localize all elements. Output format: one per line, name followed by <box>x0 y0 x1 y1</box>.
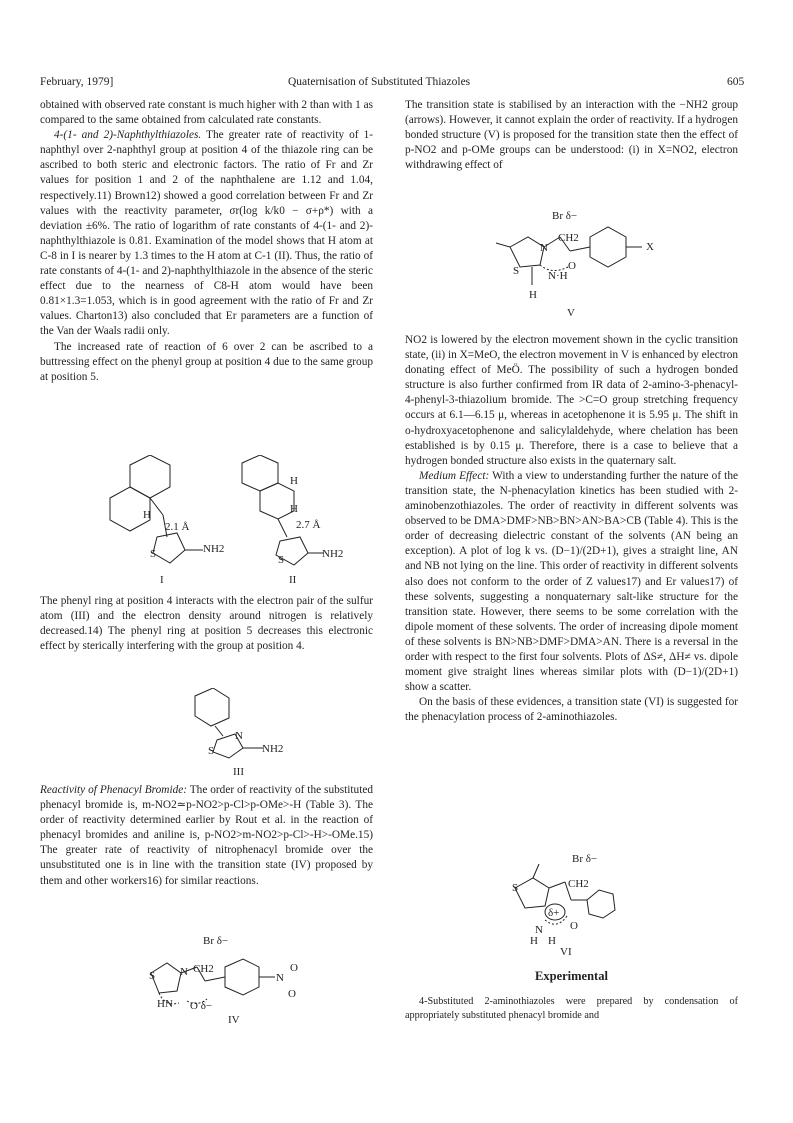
section-heading: 4-(1- and 2)-Naphthylthiazoles. <box>54 129 202 142</box>
running-header-date: February, 1979] <box>40 76 114 88</box>
structure-VI-br: Br δ− <box>572 853 598 865</box>
structure-III-nh2: NH2 <box>262 743 284 755</box>
structure-IV-ch2: CH2 <box>193 963 214 975</box>
structure-II-label: II <box>289 574 297 586</box>
running-header-title: Quaternisation of Substituted Thiazoles <box>288 76 471 88</box>
structure-VI-h2: H <box>548 935 556 947</box>
right-column-top <box>405 98 738 173</box>
page-number: 605 <box>727 76 745 88</box>
structure-IV-br: Br δ− <box>203 935 229 947</box>
structure-I-distance: 2.1 Å <box>165 521 190 533</box>
structure-IV-s: S <box>149 970 156 982</box>
paragraph: The transition state is stabilised by an interaction with the −NH2 group (arrows). However, it cannot explain the order of reactivity. If a hydrogen bonded structure (V) is proposed for the transition state then the effect of p-NO2 and p-OMe groups can be understood: (i) in X=NO2, electron withdrawing effect of <box>405 99 738 172</box>
structure-VI-charge: δ+ <box>548 907 560 919</box>
section-heading: Medium Effect: <box>419 469 490 482</box>
structure-III-n: N <box>235 730 243 742</box>
structure-VI-h1: H <box>530 935 538 947</box>
structure-I-h: H <box>143 509 151 521</box>
structure-V-o: O <box>568 260 576 272</box>
left-column-top <box>40 98 373 385</box>
paragraph-body: With a view to understanding further the nature of the transition state, the N-phenacylation kinetics has been studied with 2-aminobenzothiazoles. The order of reactivity in different solvents was observed to be DMA>DMF>NB>BN>AN>BA>CB (Table 4). This is the order of decreasing dielectric constant of the solvents (AN being an exception). A plot of log k vs. (D−1)/(2D+1), gives a straight line, AN and NB not lying on the line. This order of reactivity in different solvents also does not conform to the order of Z values17) and Er values17) of these solvents, suggesting a nonquaternary salt-like structure for the transition state. However, there seems to be some correlation with the dipole moment of these solvents. The order of increasing dipole moment of these solvents is BN>NB>DMF>DMA>AN. There is a reversal in the order with respect to the first four solvents. Plots of ΔS≠, ΔH≠ vs. dipole moment give straight lines whereas similar plots with (D−1)/(2D+1) show a scatter. <box>405 469 738 694</box>
structure-III-s: S <box>208 745 215 757</box>
structure-V-label: V <box>567 307 575 319</box>
paragraph-body: The order of reactivity of the substituted phenacyl bromide is, m-NO2≃p-NO2>p-Cl>p-OMe>-H (Table 3). The order of reactivity determined earlier by Rout et al. in the reaction of phenacyl bromides and aniline is, p-NO2>m-NO2>p-Cl>-H>-OMe.15) The greater rate of reactivity of nitrophenacyl bromide over the unsubstituted one is in line with the transition state (IV) proposed by them and other workers16) for similar reactions. <box>40 784 373 887</box>
paragraph-body: The greater rate of reactivity of 1-naphthyl over 2-naphthyl group at position 4 of the thiazole ring can be ascribed to both steric and electronic factors. The ratio of Fr and Zr values for position 1 and 2 of the naphthalene are 1.12 and 1.04, respectively.11) Brown12) showed a good correlation between Fr and Zr values with the reactivity parameter, σr(log k/k0 − σ+ρ*) with a deviation ±6%. The ratio of logarithm of rate constants of 4-(1- and 2)-naphthylthiazole is 0.81. Examination of the model shows that H atom at C-8 in I is nearer by 1.3 times to the H atom at C-1 (II). Thus, the ratio of rate constants of 4-(1- and 2)-naphthylthiazole in the absence of the steric effect due to the nearness of C8-H atom would have been 0.81×1.3=1.053, which is in good agreement with the ratio of Fr and Zr values. Charton13) also concluded that Er parameters are a function of the Van der Waals radii only. <box>40 129 374 338</box>
left-column-bottom <box>40 783 373 889</box>
paragraph: The phenyl ring at position 4 interacts with the electron pair of the sulfur atom (III) and the electron density around nitrogen is relatively decreased.14) The phenyl ring at position 5 decreases this electronic effect by sterically interfering with the group at position 4. <box>40 595 373 653</box>
structure-II-nh2: NH2 <box>322 548 344 560</box>
paragraph <box>40 128 373 339</box>
paragraph <box>40 783 373 889</box>
structure-III-label: III <box>233 766 244 778</box>
structure-V-nh: N·H <box>548 270 568 282</box>
structure-IV-nitro-o2: O <box>288 988 296 1000</box>
structure-V-h: H <box>529 289 537 301</box>
structure-II-distance: 2.7 Å <box>296 519 321 531</box>
structure-V-x: X <box>646 241 654 253</box>
structure-IV-o: O δ− <box>190 1000 213 1012</box>
structure-IV-nitro-n: N <box>276 972 284 984</box>
structure-VI-label: VI <box>560 946 572 958</box>
structure-VI-n: N <box>535 924 543 936</box>
structure-V-s: S <box>513 265 520 277</box>
structure-II-h1: H <box>290 475 298 487</box>
structure-I-nh2: NH2 <box>203 543 225 555</box>
paragraph <box>405 469 738 695</box>
structure-VI-ch2: CH2 <box>568 878 589 890</box>
section-heading: Reactivity of Phenacyl Bromide: <box>40 784 188 796</box>
structure-V-drawing <box>490 215 690 305</box>
paragraph: NO2 is lowered by the electron movement shown in the cyclic transition state, (ii) in X=MeO, the electron movement in V is enhanced by electron donating effect of MeÖ. The possibility of such a hydrogen bonded structure is also further confirmed from IR data of 2-amino-3-phenacyl-4-phenyl-3-thiazolium bromide. The >C=O group stretching frequency occurs at 6.1—6.15 μ, whereas in acetophenone it is 5.95 μ. The shift in o-hydroxyacetophenone and salicylaldehyde, where chelation has been established is by 0.15 μ. Therefore, there is a case to believe that a hydrogen bonded structure also exists in the quaternary salt. <box>405 334 738 467</box>
structure-V-br: Br δ− <box>552 210 578 222</box>
structure-II-s: S <box>278 554 285 566</box>
structure-I-label: I <box>160 574 164 586</box>
structure-V-ch2: CH2 <box>558 232 579 244</box>
structure-IV-n: N <box>180 966 188 978</box>
structure-IV-hn: HN <box>157 998 173 1010</box>
right-column-middle <box>405 333 738 725</box>
structure-V-n: N <box>540 242 548 254</box>
structure-VI-drawing <box>505 860 645 950</box>
experimental-text: 4-Substituted 2-aminothiazoles were prepared by condensation of appropriately substituted phenacyl bromide and <box>405 996 738 1021</box>
structure-IV-drawing <box>145 945 315 1025</box>
left-column-middle <box>40 594 373 654</box>
structure-I-s: S <box>150 548 157 560</box>
paragraph: obtained with observed rate constant is much higher with 2 than with 1 as compared to the same obtained from calculated rate constants. <box>40 99 373 127</box>
structure-IV-label: IV <box>228 1014 240 1026</box>
paragraph: The increased rate of reaction of 6 over 2 can be ascribed to a buttressing effect on the phenyl group at position 4 due to the same group at position 5. <box>40 340 373 383</box>
paragraph: On the basis of these evidences, a transition state (VI) is suggested for the phenacylation process of 2-aminothiazoles. <box>405 696 738 724</box>
structure-VI-s: S <box>512 882 519 894</box>
experimental-heading: Experimental <box>535 969 608 983</box>
structure-II-h2: H <box>290 503 298 515</box>
structure-IV-nitro-o1: O <box>290 962 298 974</box>
structure-VI-o: O <box>570 920 578 932</box>
